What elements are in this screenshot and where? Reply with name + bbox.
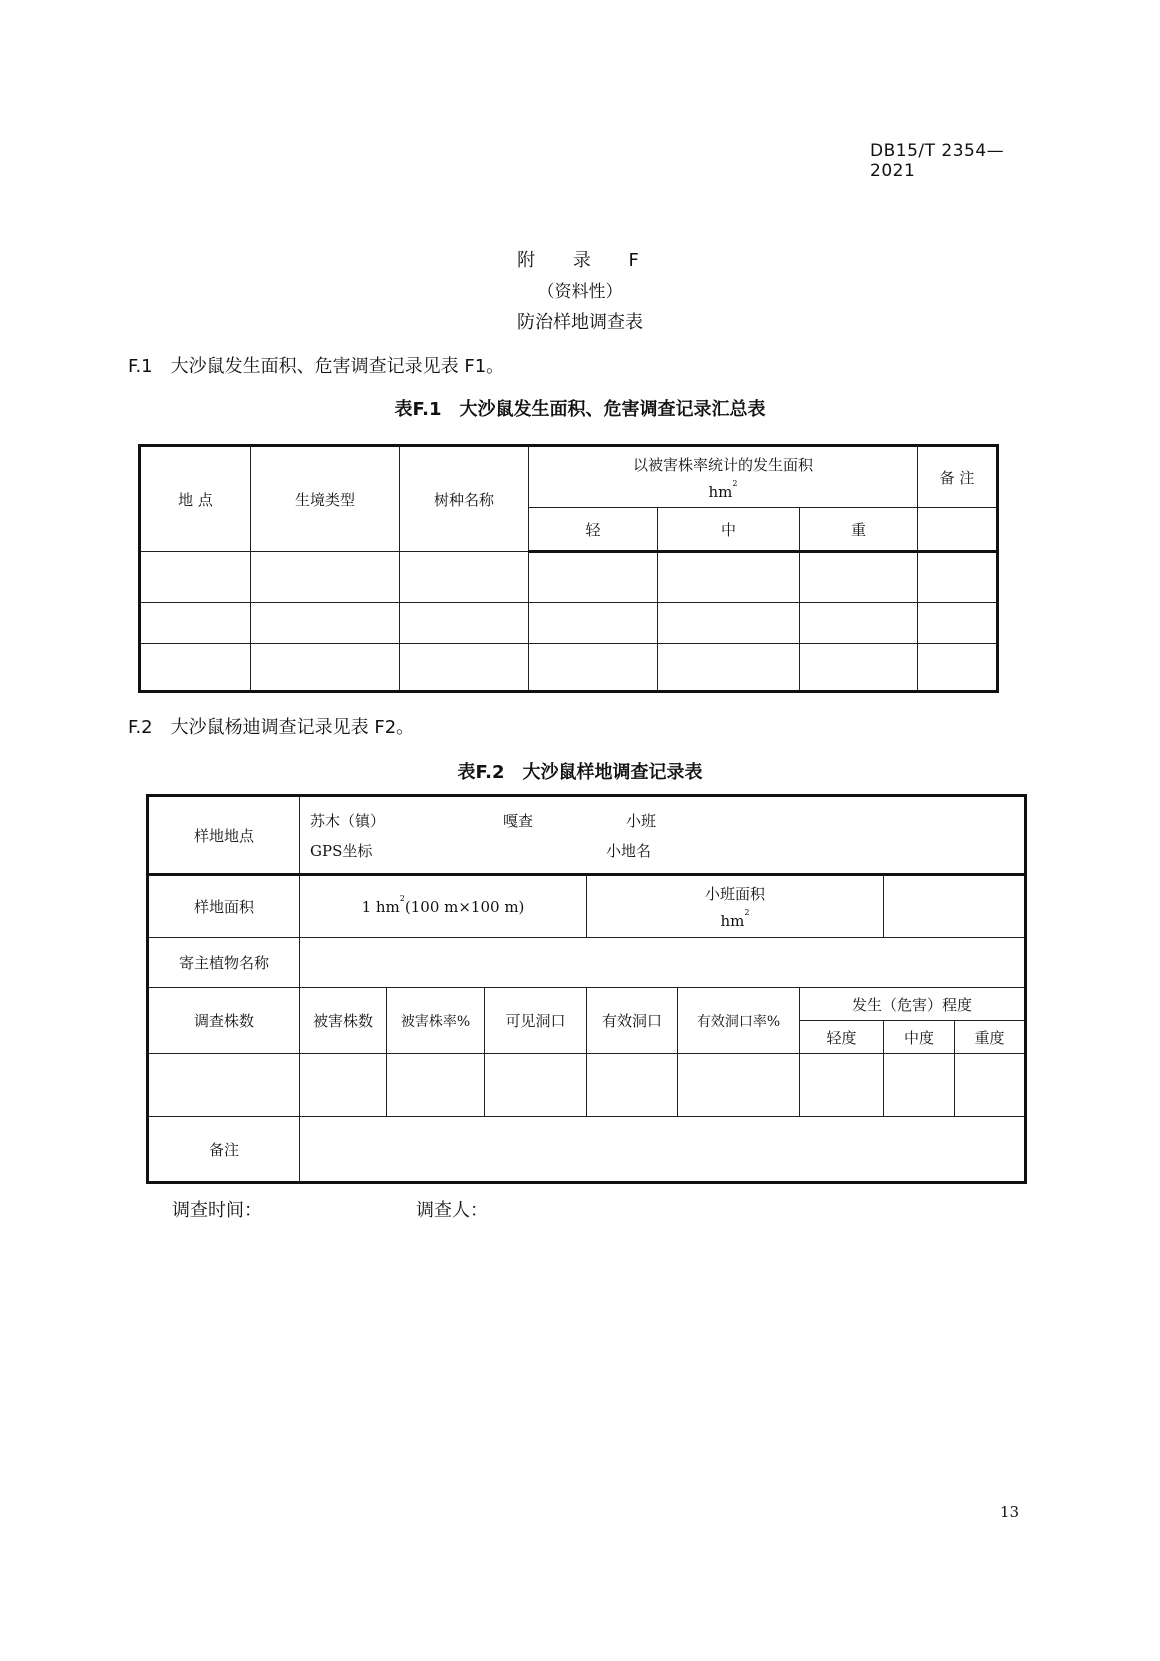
appendix-title: 附 录 F xyxy=(517,250,655,271)
surveyor-label: 调查人： xyxy=(416,1200,488,1221)
t2-subcompartment-area-unit: $hm^2$ xyxy=(720,908,750,930)
t2-header-surveyed-trees: 调查株数 xyxy=(148,988,300,1054)
t2-plot-location-fields xyxy=(300,796,1026,875)
t2-remark-label: 备注 xyxy=(148,1117,300,1183)
t2-host-plant-label: 寄主植物名称 xyxy=(148,938,300,988)
document-number: DB15/T 2354—2021 xyxy=(870,141,1005,181)
t2-header-damaged-trees: 被害株数 xyxy=(300,988,387,1054)
t2-host-plant-value xyxy=(300,938,1026,988)
t1-header-area xyxy=(529,446,918,508)
t2-header-degree-medium: 中度 xyxy=(884,1021,955,1054)
t2-plot-area-label: 样地面积 xyxy=(148,875,300,938)
t1-header-heavy: 重 xyxy=(800,508,918,552)
t1-header-remark-blank xyxy=(918,508,998,552)
t2-header-visible-holes: 可见洞口 xyxy=(485,988,587,1054)
appendix-heading: 防治样地调查表 xyxy=(517,312,643,333)
t1-header-location: 地 点 xyxy=(140,446,251,552)
t1-header-area-unit: $hm^2$ xyxy=(708,478,738,501)
table-row xyxy=(140,603,998,644)
t2-subcompartment-area-label: 小班面积 xyxy=(704,885,765,903)
t2-xiaoban: 小班 xyxy=(626,812,657,830)
t2-plot-location-label: 样地地点 xyxy=(148,796,300,875)
t2-header-effective-hole-rate: 有效洞口率% xyxy=(678,988,800,1054)
t1-header-area-title: 以被害株率统计的发生面积 xyxy=(633,455,814,474)
t1-header-medium: 中 xyxy=(658,508,800,552)
page-number: 13 xyxy=(1000,1503,1020,1521)
survey-time-label: 调查时间： xyxy=(172,1200,262,1221)
t2-sumu: 苏木（镇） xyxy=(310,812,386,830)
t2-header-damage-rate: 被害株率% xyxy=(387,988,485,1054)
table-row xyxy=(140,552,998,603)
t2-gacha: 嘎查 xyxy=(503,812,534,830)
t2-gps: GPS坐标 xyxy=(310,842,373,860)
t1-header-light: 轻 xyxy=(529,508,658,552)
t2-header-degree-light: 轻度 xyxy=(800,1021,884,1054)
t2-header-effective-holes: 有效洞口 xyxy=(587,988,678,1054)
table-f2-caption: 表F.2 大沙鼠样地调查记录表 xyxy=(457,762,703,783)
table-row xyxy=(148,1054,1026,1117)
t1-header-habitat: 生境类型 xyxy=(251,446,400,552)
t2-subcompartment-area xyxy=(587,875,884,938)
appendix-subtitle: （资料性） xyxy=(537,282,623,302)
section-f2-text: F.2 大沙鼠杨迪调查记录见表 F2。 xyxy=(128,717,415,738)
t2-small-place: 小地名 xyxy=(606,842,652,860)
t1-header-species: 树种名称 xyxy=(400,446,529,552)
table-f1-caption: 表F.1 大沙鼠发生面积、危害调查记录汇总表 xyxy=(394,399,766,420)
table-f1 xyxy=(138,444,999,693)
t2-plot-area-value: 1 $hm^2(100$ m×100 m) xyxy=(300,875,587,938)
table-row xyxy=(140,644,998,692)
t2-subcompartment-area-value xyxy=(884,875,1026,938)
t1-header-remark: 备 注 xyxy=(918,446,998,508)
table-f2 xyxy=(146,794,1027,1184)
t2-remark-value xyxy=(300,1117,1026,1183)
section-f1-text: F.1 大沙鼠发生面积、危害调查记录见表 F1。 xyxy=(128,356,505,377)
t2-header-degree-heavy: 重度 xyxy=(955,1021,1026,1054)
t2-header-occurrence-degree: 发生（危害）程度 xyxy=(800,988,1026,1021)
